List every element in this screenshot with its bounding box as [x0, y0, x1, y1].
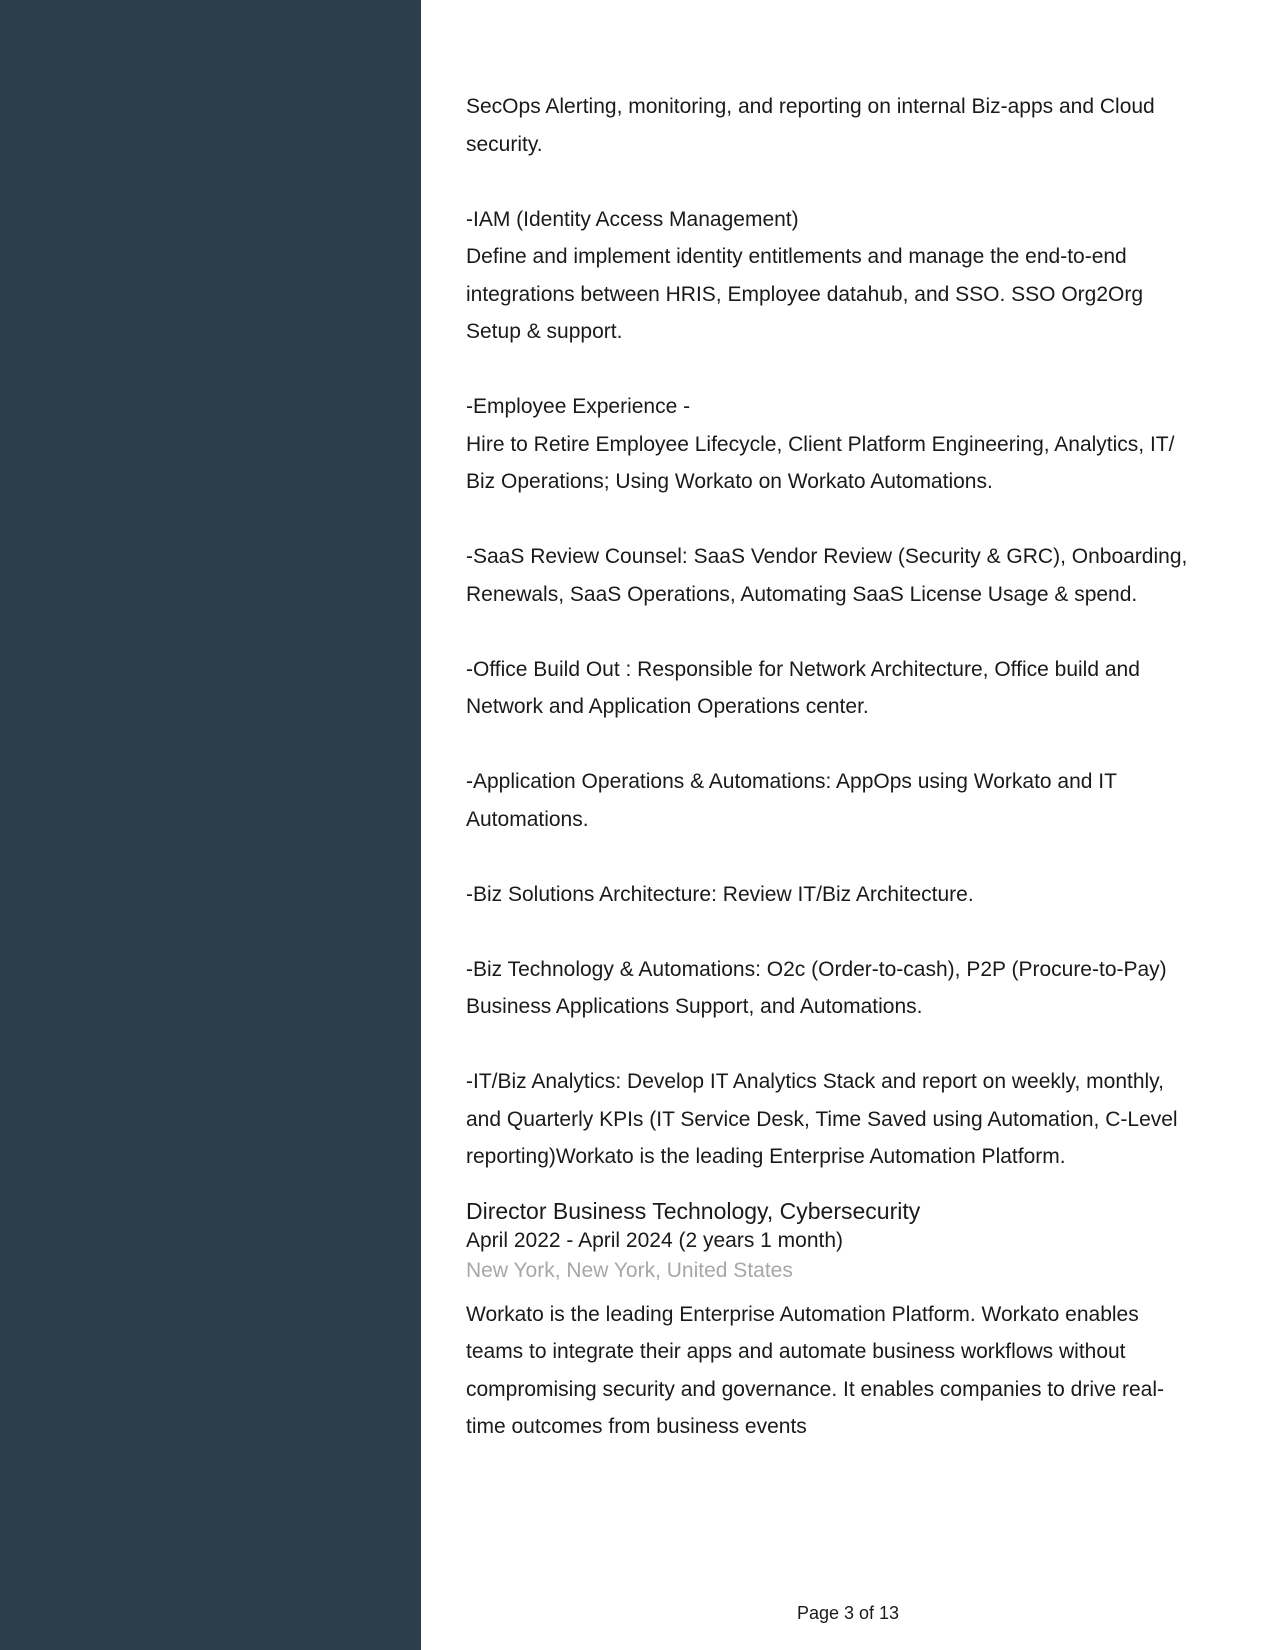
- text-line: Business Applications Support, and Automations.: [466, 995, 923, 1018]
- paragraph-iam: [466, 201, 1236, 351]
- text-line: compromising security and governance. It enables companies to drive real-: [466, 1377, 1165, 1401]
- role-title: Director Business Technology, Cybersecurity: [466, 1197, 921, 1224]
- text-line: Setup & support.: [466, 320, 623, 343]
- text-line: Network and Application Operations center.: [466, 695, 869, 718]
- role-location: New York, New York, United States: [466, 1258, 793, 1282]
- paragraph-secops: [466, 88, 1236, 163]
- text-line: time outcomes from business events: [466, 1415, 807, 1438]
- text-line: and Quarterly KPIs (IT Service Desk, Time Saved using Automation, C-Level: [466, 1107, 1178, 1131]
- paragraph-biz-solutions: [466, 876, 1236, 914]
- text-line: Renewals, SaaS Operations, Automating SaaS License Usage & spend.: [466, 582, 1138, 606]
- text-line: SecOps Alerting, monitoring, and reporting on internal Biz-apps and Cloud: [466, 95, 1155, 118]
- text-line: -IAM (Identity Access Management): [466, 207, 799, 231]
- text-line: -Application Operations & Automations: AppOps using Workato and IT: [466, 770, 1117, 793]
- text-line: -SaaS Review Counsel: SaaS Vendor Review (Security & GRC), Onboarding,: [466, 545, 1188, 568]
- text-line: -Biz Technology & Automations: O2c (Order-to-cash), P2P (Procure-to-Pay): [466, 957, 1167, 981]
- main-content: [466, 88, 1236, 1446]
- text-line: Define and implement identity entitlements and manage the end-to-end: [466, 245, 1127, 268]
- text-line: reporting)Workato is the leading Enterprise Automation Platform.: [466, 1145, 1066, 1168]
- text-line: -Employee Experience -: [466, 395, 691, 418]
- text-line: -IT/Biz Analytics: Develop IT Analytics Stack and report on weekly, monthly,: [466, 1070, 1164, 1093]
- text-line: integrations between HRIS, Employee datahub, and SSO. SSO Org2Org: [466, 282, 1144, 306]
- paragraph-saas-review: [466, 538, 1236, 613]
- paragraph-office-build: [466, 651, 1236, 726]
- paragraph-employee-experience: [466, 388, 1236, 501]
- text-line: -Office Build Out : Responsible for Network Architecture, Office build and: [466, 657, 1140, 681]
- page-number: Page 3 of 13: [796, 1603, 900, 1623]
- sidebar-panel: [0, 0, 421, 1650]
- role-entry: [466, 1196, 1236, 1446]
- text-line: security.: [466, 132, 543, 156]
- paragraph-analytics: [466, 1063, 1236, 1176]
- text-line: Automations.: [466, 807, 589, 831]
- text-line: Hire to Retire Employee Lifecycle, Client Platform Engineering, Analytics, IT/: [466, 432, 1175, 456]
- paragraph-biz-technology: [466, 951, 1236, 1026]
- paragraph-app-ops: [466, 763, 1236, 838]
- text-line: teams to integrate their apps and automate business workflows without: [466, 1340, 1126, 1363]
- text-line: Biz Operations; Using Workato on Workato Automations.: [466, 470, 993, 493]
- text-line: -Biz Solutions Architecture: Review IT/Biz Architecture.: [466, 882, 974, 906]
- role-dates: April 2022 - April 2024 (2 years 1 month): [466, 1228, 844, 1252]
- role-description: [466, 1296, 1236, 1446]
- text-line: Workato is the leading Enterprise Automation Platform. Workato enables: [466, 1302, 1139, 1326]
